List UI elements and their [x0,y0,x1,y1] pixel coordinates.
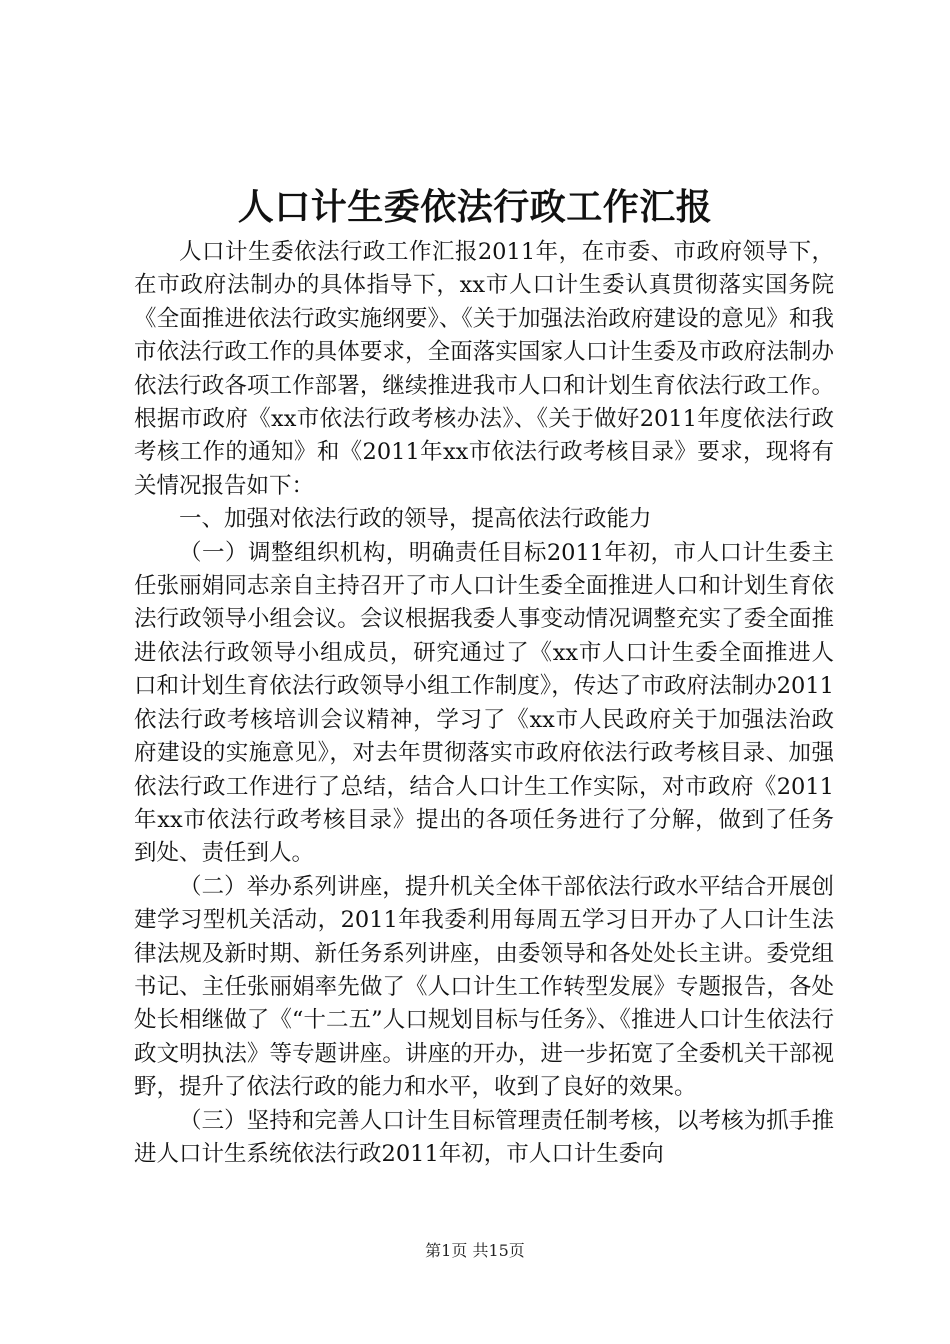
intro-paragraph: 人口计生委依法行政工作汇报2011年，在市委、市政府领导下，在市政府法制办的具体指导下，xx市人口计生委认真贯彻落实国务院《全面推进依法行政实施纲要》、《关于加强法治政府建设的意见》和我市依法行政工作的具体要求，全面落实国家人口计生委及市政府法制办依法行政各项工作部署，继续推进我市人口和计划生育依法行政工作。根据市政府《xx市依法行政考核办法》、《关于做好2011年度依法行政考核工作的通知》和《2011年xx市依法行政考核目录》要求，现将有关情况报告如下： [134,239,834,499]
section-heading: 一、加强对依法行政的领导，提高依法行政能力 [179,506,652,533]
subsection-paragraph-3: （三）坚持和完善人口计生目标管理责任制考核，以考核为抓手推进人口计生系统依法行政2011年初，市人口计生委向 [134,1107,834,1167]
subsection-paragraph-2: （二）举办系列讲座，提升机关全体干部依法行政水平结合开展创建学习型机关活动，2011年我委利用每周五学习日开办了人口计生法律法规及新时期、新任务系列讲座，由委领导和各处处长主讲。委党组书记、主任张丽娟率先做了《人口计生工作转型发展》专题报告，各处处长相继做了《“十二五”人口规划目标与任务》、《推进人口计生依法行政文明执法》等专题讲座。讲座的开办，进一步拓宽了全委机关干部视野，提升了依法行政的能力和水平，收到了良好的效果。 [134,873,834,1101]
document-body [134,236,834,1171]
subsection-paragraph-1: （一）调整组织机构，明确责任目标2011年初，市人口计生委主任张丽娟同志亲自主持召开了市人口计生委全面推进人口和计划生育依法行政领导小组会议。会议根据我委人事变动情况调整充实了委全面推进依法行政领导小组成员，研究通过了《xx市人口计生委全面推进人口和计划生育依法行政领导小组工作制度》，传达了市政府法制办2011依法行政考核培训会议精神，学习了《xx市人民政府关于加强法治政府建设的实施意见》，对去年贯彻落实市政府依法行政考核目录、加强依法行政工作进行了总结，结合人口计生工作实际，对市政府《2011年xx市依法行政考核目录》提出的各项任务进行了分解，做到了任务到处、责任到人。 [134,539,834,867]
document-title: 人口计生委依法行政工作汇报 [237,186,713,228]
page-number-footer: 第1页 共15页 [425,1241,525,1260]
